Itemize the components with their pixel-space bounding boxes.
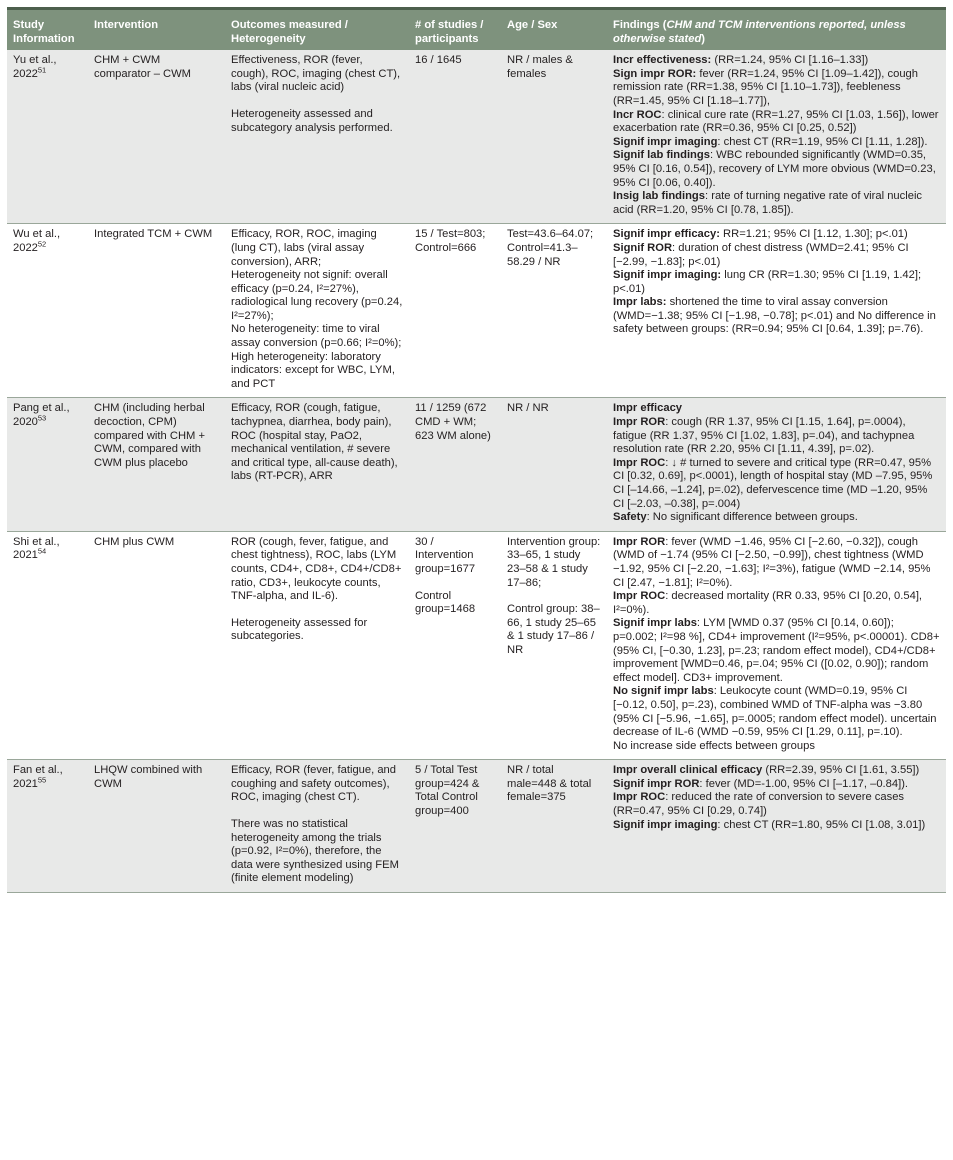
age-sex-paragraph: NR / males & females (507, 54, 573, 80)
study-name: Fan et al., 2021 (13, 764, 63, 790)
cell-findings (607, 531, 946, 760)
finding-item (613, 269, 940, 296)
cell-studies (409, 50, 501, 224)
finding-text: : WBC rebounded significantly (WMD=0.35, 95% CI [0.16, 0.54]), recovery of LYM more obvious (WMD=0.23, 95% CI [0.06, 0.40]). (613, 149, 936, 189)
outcomes-paragraph: There was no statistical heterogeneity among the trials (p=0.92, I²=0%), therefore, the data were synthesized using FEM (finite element modeling) (231, 818, 399, 885)
finding-text: : fever (MD=-1.00, 95% CI [–1.17, –0.84]). (699, 777, 909, 790)
cell-age-sex (501, 224, 607, 398)
finding-item (613, 242, 940, 269)
finding-text: : duration of chest distress (WMD=2.41; 95% CI [−2.99, −1.83]; p<.01) (613, 241, 909, 268)
finding-text: : decreased mortality (RR 0.33, 95% CI [0.20, 0.54], I²=0%). (613, 590, 923, 616)
age-sex-paragraph: Intervention group: 33–65, 1 study 23–58 & 1 study 17–86; (507, 535, 601, 589)
finding-text: No increase side effects between groups (613, 739, 815, 752)
outcomes-paragraph: Efficacy, ROR, ROC, imaging (lung CT), labs (viral assay conversion), ARR; Heterogeneity not signif: overall efficacy (p=0.24, I²=27%), radiological lung recovery (p=0.24, I²=27%); No heterogeneity: time to viral assay conversion (p=0.66; I²=0%); High heterogeneity: laboratory indicators: except for WBC, LYM, and PCT (231, 228, 403, 390)
reference-number: 52 (37, 239, 47, 249)
finding-text: : chest CT (RR=1.19, 95% CI [1.11, 1.28]). (717, 135, 928, 148)
cell-intervention: Integrated TCM + CWM (88, 224, 225, 398)
finding-item (613, 136, 940, 150)
header-outcomes: Outcomes measured / Heterogeneity (225, 9, 409, 51)
finding-text: : reduced the rate of conversion to severe cases (RR=0.47, 95% CI [0.29, 0.74]) (613, 791, 905, 818)
age-sex-paragraph: Control group: 38–66, 1 study 25–65 & 1 study 17–86 / NR (507, 603, 600, 656)
finding-label: Signif impr imaging (613, 135, 718, 148)
finding-text: fever (RR=1.24, 95% CI [1.09–1.42]), cough remission rate (RR=1.38, 95% CI [1.10–1.73]), feebleness (RR=1.45, 95% CI [1.18–1.77]), (613, 67, 918, 107)
reference-number: 53 (37, 413, 47, 423)
cell-study (7, 760, 88, 893)
reference-number: 55 (37, 775, 47, 785)
finding-text: : fever (WMD −1.46, 95% CI [−2.60, −0.32]), cough (WMD of −1.74 (95% CI [−2.50, −0.99]), chest tightness (WMD −1.92, 95% CI [−2.20, −1.63]; I²=3%), fatigue (WMD −2.14, 95% CI [2.47, −1.81]; I²=0%). (613, 535, 931, 589)
finding-label: Impr ROR (613, 535, 666, 548)
finding-label: Impr ROC (613, 456, 666, 469)
finding-label: Signif ROR (613, 241, 673, 254)
cell-study (7, 531, 88, 760)
studies-paragraph: 16 / 1645 (415, 54, 462, 67)
study-name: Yu et al., 2022 (13, 54, 57, 80)
cell-intervention: CHM (including herbal decoction, CPM) compared with CHM + CWM, compared with CWM plus placebo (88, 398, 225, 531)
cell-outcomes (225, 224, 409, 398)
cell-study (7, 50, 88, 224)
age-sex-paragraph: NR / NR (507, 402, 549, 415)
finding-label: Safety (613, 511, 647, 524)
finding-label: Impr labs: (613, 296, 667, 309)
finding-item (613, 416, 940, 457)
outcomes-paragraph: Heterogeneity assessed and subcategory analysis performed. (231, 107, 393, 134)
cell-findings (607, 50, 946, 224)
cell-studies (409, 531, 501, 760)
finding-text: : cough (RR 1.37, 95% CI [1.15, 1.64], p=.0004), fatigue (RR 1.37, 95% CI [1.02, 1.83], p=.04), and tachypnea resolution rate (RR 2.20, 95% CI [1.11, 4.39], p=.02). (613, 416, 915, 456)
finding-text: (RR=1.24, 95% CI [1.16–1.33]) (711, 54, 869, 67)
table-row (7, 224, 946, 398)
header-findings-note: CHM and TCM interventions reported, unless otherwise stated (613, 19, 906, 45)
header-study: Study Information (7, 9, 88, 51)
cell-intervention: CHM + CWM comparator – CWM (88, 50, 225, 224)
studies-paragraph: Control group=1468 (415, 589, 476, 616)
studies-paragraph: 11 / 1259 (672 CMD + WM; 623 WM alone) (415, 402, 491, 442)
finding-item (613, 778, 940, 792)
cell-intervention: CHM plus CWM (88, 531, 225, 760)
outcomes-paragraph: Efficacy, ROR (fever, fatigue, and coughing and safety outcomes), ROC, imaging (chest CT). (231, 764, 396, 804)
reference-number: 51 (37, 65, 47, 75)
finding-label: Impr ROC (613, 590, 666, 603)
cell-outcomes (225, 531, 409, 760)
finding-label: Signif impr imaging: (613, 269, 722, 282)
cell-intervention: LHQW combined with CWM (88, 760, 225, 893)
finding-text: : Leukocyte count (WMD=0.19, 95% CI [−0.12, 0.50], p=.23), combined WMD of TNF-alpha was −3.80 (95% CI [−5.96, −1.65], p=.0005; random effect model). uncertain decrease of IL-6 (WMD −0.59, 95% CI [1.29, 0.11], p=.10). (613, 685, 937, 739)
finding-text: RR=1.21; 95% CI [1.12, 1.30]; p<.01) (719, 228, 908, 241)
table-row (7, 398, 946, 531)
finding-text: : No significant difference between groups. (646, 511, 858, 524)
outcomes-paragraph: Efficacy, ROR (cough, fatigue, tachypnea, diarrhea, body pain), ROC (hospital stay, PaO2, mechanical ventilation, # severe and critical type, all-cause death), labs (RT-PCR), ARR (231, 402, 398, 483)
finding-item (613, 536, 940, 590)
cell-study (7, 224, 88, 398)
age-sex-paragraph: NR / total male=448 & total female=375 (507, 764, 592, 804)
finding-label: Impr overall clinical efficacy (613, 764, 763, 777)
finding-item (613, 740, 940, 754)
studies-paragraph: 5 / Total Test group=424 & Total Control group=400 (415, 764, 480, 818)
finding-item (613, 109, 940, 136)
cell-study (7, 398, 88, 531)
cell-age-sex (501, 398, 607, 531)
finding-label: Signif impr efficacy: (613, 228, 720, 241)
header-intervention: Intervention (88, 9, 225, 51)
finding-text: : chest CT (RR=1.80, 95% CI [1.08, 3.01]) (717, 818, 926, 831)
outcomes-paragraph: Heterogeneity assessed for subcategories. (231, 616, 368, 643)
finding-text: : ↓ # turned to severe and critical type (RR=0.47, 95% CI [0.32, 0.69], p<.0001), length of hospital stay (MD –7.95, 95% CI [–14.66, –1.24], p=.02), defervescence time (MD –1.20, 95% CI [–2.03, –0.38], p=.004) (613, 456, 933, 510)
outcomes-paragraph: ROR (cough, fever, fatigue, and chest tightness), ROC, labs (LYM counts, CD4+, CD8+, CD4+/CD8+ ratio, CD3+, leukocyte counts, TNF-alpha, and IL-6). (231, 535, 402, 603)
study-name: Pang et al., 2020 (13, 402, 70, 429)
finding-label: Impr ROR (613, 416, 666, 429)
finding-text: shortened the time to viral assay conversion (WMD=−1.38; 95% CI [−1.98, −0.78]; p<.01) and No difference in safety between groups: (RR=0.94; 95% CI [0.64, 1.39]; p=.76). (613, 296, 936, 336)
cell-findings (607, 224, 946, 398)
table-row (7, 760, 946, 893)
finding-item (613, 68, 940, 109)
reference-number: 54 (37, 546, 47, 556)
finding-label: Impr efficacy (613, 402, 683, 415)
cell-outcomes (225, 50, 409, 224)
finding-label: Sign impr ROR: (613, 67, 697, 80)
studies-paragraph: 15 / Test=803; Control=666 (415, 228, 486, 254)
cell-outcomes (225, 760, 409, 893)
study-name: Shi et al., 2021 (13, 535, 60, 562)
table-row (7, 531, 946, 760)
study-table-container (7, 7, 946, 893)
cell-age-sex (501, 531, 607, 760)
cell-outcomes (225, 398, 409, 531)
table-header (7, 9, 946, 51)
header-age-sex: Age / Sex (501, 9, 607, 51)
table-row (7, 50, 946, 224)
cell-age-sex (501, 760, 607, 893)
finding-item (613, 511, 940, 525)
cell-studies (409, 398, 501, 531)
finding-label: Signif impr ROR (613, 777, 700, 790)
cell-findings (607, 760, 946, 893)
finding-label: Insig lab findings (613, 190, 705, 203)
study-table (7, 7, 946, 893)
finding-text: : LYM [WMD 0.37 (95% CI [0.14, 0.60]); p=0.002; I²=98 %], CD4+ improvement (I²=95%, p<.00001). CD8+ (95% CI, [−0.30, 1.23], p=.23; random effect model), CD4+/CD8+ improvement [WMD=0.46, p=.04; 95% CI ([0.02, 0.90]); random effect model]. CD3+ improvement. (613, 617, 940, 684)
finding-item (613, 590, 940, 617)
header-findings (607, 9, 946, 51)
header-row (7, 9, 946, 51)
finding-item (613, 228, 940, 242)
finding-item (613, 296, 940, 337)
studies-paragraph: 30 / Intervention group=1677 (415, 535, 476, 575)
finding-item (613, 149, 940, 190)
finding-item (613, 685, 940, 739)
finding-item (613, 402, 940, 416)
finding-item (613, 54, 940, 68)
finding-label: Signif impr labs (613, 617, 697, 630)
finding-item (613, 190, 940, 217)
finding-label: No signif impr labs (613, 685, 714, 698)
outcomes-paragraph: Effectiveness, ROR (fever, cough), ROC, imaging (chest CT), labs (viral nucleic acid) (231, 54, 401, 94)
header-findings-label: Findings ( (613, 19, 667, 31)
finding-item (613, 764, 940, 778)
study-name: Wu et al., 2022 (13, 228, 61, 254)
header-findings-close: ) (701, 32, 706, 45)
header-studies: # of studies / participants (409, 9, 501, 51)
cell-age-sex (501, 50, 607, 224)
finding-text: : clinical cure rate (RR=1.27, 95% CI [1.03, 1.56]), lower exacerbation rate (RR=0.36, 95% CI [0.25, 0.52]) (613, 108, 939, 135)
finding-label: Signif impr imaging (613, 818, 718, 831)
cell-findings (607, 398, 946, 531)
finding-label: Incr ROC (613, 108, 662, 121)
table-body (7, 50, 946, 892)
finding-item (613, 819, 940, 833)
age-sex-paragraph: Test=43.6–64.07; Control=41.3–58.29 / NR (507, 228, 594, 268)
cell-studies (409, 224, 501, 398)
cell-studies (409, 760, 501, 893)
finding-label: Signif lab findings (613, 149, 710, 162)
finding-item (613, 457, 940, 511)
finding-label: Incr effectiveness: (613, 54, 712, 67)
finding-text: (RR=2.39, 95% CI [1.61, 3.55]) (762, 764, 920, 777)
finding-text: : rate of turning negative rate of viral nucleic acid (RR=1.20, 95% CI [0.78, 1.85]). (613, 190, 923, 216)
finding-text: lung CR (RR=1.30; 95% CI [1.19, 1.42]; p<.01) (613, 269, 922, 295)
finding-label: Impr ROC (613, 791, 666, 804)
finding-item (613, 791, 940, 818)
finding-item (613, 617, 940, 685)
